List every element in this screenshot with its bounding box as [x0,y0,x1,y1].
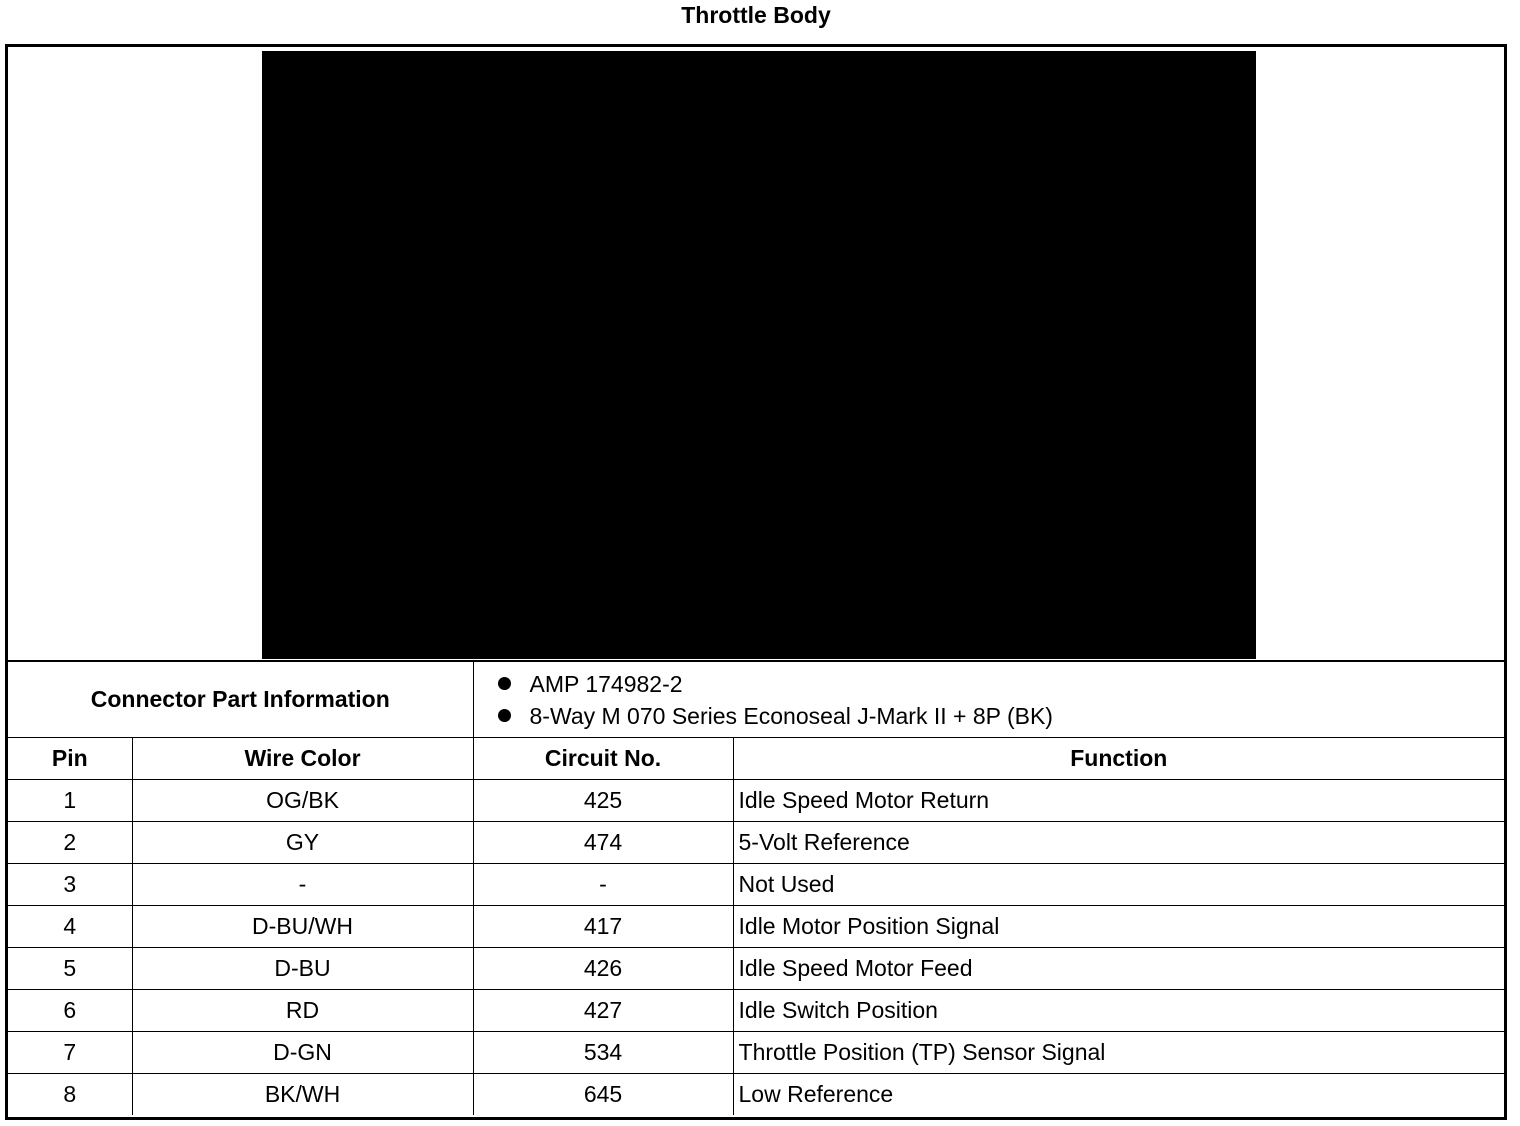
connector-part-item [498,668,1505,700]
function-cell: Throttle Position (TP) Sensor Signal [733,1032,1504,1074]
table-row [8,906,1504,948]
circuit-no-cell: 645 [473,1074,733,1116]
connector-part-text: 8-Way M 070 Series Econoseal J-Mark II + 8P (BK) [529,702,1053,729]
wire-color-cell: D-BU [132,948,473,990]
pin-cell: 5 [8,948,132,990]
circuit-no-cell: 474 [473,822,733,864]
table-row [8,864,1504,906]
function-cell: Idle Motor Position Signal [733,906,1504,948]
bullet-icon [498,677,511,690]
function-cell: Idle Speed Motor Feed [733,948,1504,990]
circuit-no-cell: 417 [473,906,733,948]
wire-color-cell: D-BU/WH [132,906,473,948]
header-function: Function [733,738,1504,780]
table-row [8,780,1504,822]
connector-part-info-row [8,662,1504,738]
connector-part-list [474,668,1505,732]
header-wire-color: Wire Color [132,738,473,780]
wire-color-cell: D-GN [132,1032,473,1074]
circuit-no-cell: 426 [473,948,733,990]
function-cell: Not Used [733,864,1504,906]
connector-info-frame [5,44,1507,1120]
pin-cell: 1 [8,780,132,822]
connector-part-item [498,700,1505,732]
table-row [8,1032,1504,1074]
header-circuit-no: Circuit No. [473,738,733,780]
wire-color-cell: RD [132,990,473,1032]
connector-part-info-label: Connector Part Information [8,662,473,738]
function-cell: Low Reference [733,1074,1504,1116]
pin-cell: 4 [8,906,132,948]
circuit-no-cell: - [473,864,733,906]
function-cell: 5-Volt Reference [733,822,1504,864]
pinout-table [8,662,1504,1115]
pin-cell: 7 [8,1032,132,1074]
wire-color-cell: BK/WH [132,1074,473,1116]
table-row [8,822,1504,864]
circuit-no-cell: 425 [473,780,733,822]
connector-image [262,51,1256,659]
circuit-no-cell: 427 [473,990,733,1032]
connector-part-text: AMP 174982-2 [529,670,683,697]
function-cell: Idle Switch Position [733,990,1504,1032]
pin-cell: 3 [8,864,132,906]
pin-cell: 8 [8,1074,132,1116]
table-row [8,990,1504,1032]
connector-part-info-cell [473,662,1504,738]
wire-color-cell: GY [132,822,473,864]
table-row [8,1074,1504,1116]
bullet-icon [498,709,511,722]
table-header-row [8,738,1504,780]
table-row [8,948,1504,990]
connector-image-area [8,47,1504,662]
circuit-no-cell: 534 [473,1032,733,1074]
page-title: Throttle Body [681,2,831,28]
wire-color-cell: - [132,864,473,906]
wire-color-cell: OG/BK [132,780,473,822]
pin-cell: 2 [8,822,132,864]
pin-cell: 6 [8,990,132,1032]
header-pin: Pin [8,738,132,780]
function-cell: Idle Speed Motor Return [733,780,1504,822]
